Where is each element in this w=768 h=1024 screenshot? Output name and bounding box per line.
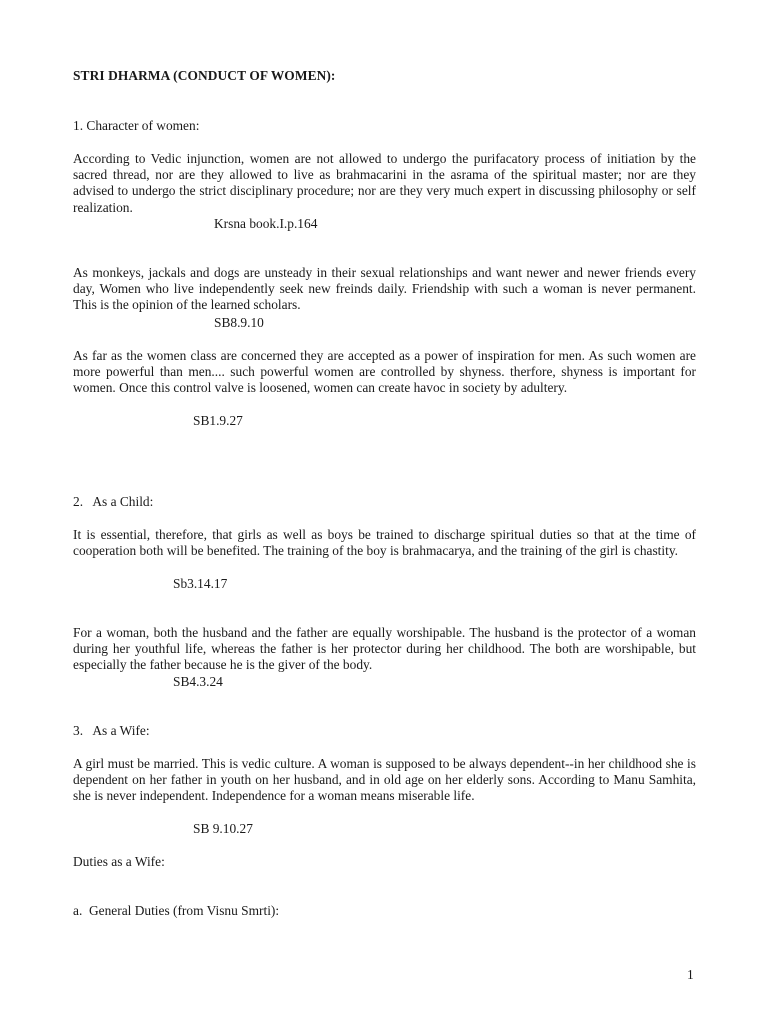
section-heading-as-a-wife: 3. As a Wife: [73, 723, 150, 738]
subheading-duties-as-a-wife: Duties as a Wife: [73, 854, 165, 869]
section-heading-as-a-child: 2. As a Child: [73, 494, 154, 509]
paragraph-training: It is essential, therefore, that girls as well as boys be trained to discharge spiritual duties so that at the time of cooperation both will be benefited. The training of the boy is brahmacarya, and the training of the girl is chastity. [73, 527, 696, 559]
reference-krsna-book: Krsna book.I.p.164 [214, 216, 318, 231]
section-heading-character-of-women: 1. Character of women: [73, 118, 200, 133]
subsection-general-duties: a. General Duties (from Visnu Smrti): [73, 903, 280, 918]
page-title: STRI DHARMA (CONDUCT OF WOMEN): [73, 68, 336, 83]
reference-sb-3-14-17: Sb3.14.17 [173, 576, 228, 591]
paragraph-dependence: A girl must be married. This is vedic culture. A woman is supposed to be always dependent--in her childhood she is dependent on her father in youth on her husband, and in old age on her elderly sons. According to Manu Samhita, she is never independent. Independence for a woman means miserable life. [73, 756, 696, 804]
reference-sb-4-3-24: SB4.3.24 [173, 674, 223, 689]
page-number: 1 [687, 967, 694, 982]
paragraph-worshipable: For a woman, both the husband and the father are equally worshipable. The husband is the protector of a woman during her youthful life, whereas the father is her protector during her childhood. The both are worshipable, but especially the father because he is the giver of the body. [73, 625, 696, 673]
reference-sb-8-9-10: SB8.9.10 [214, 315, 264, 330]
paragraph-vedic-injunction: According to Vedic injunction, women are not allowed to undergo the purifacatory process of initiation by the sacred thread, nor are they allowed to live as brahmacarini in the asrama of the spiritual master; nor are they advised to undergo the strict disciplinary procedure; nor are they very much expert in discussing philosophy or self realization. [73, 151, 696, 215]
paragraph-friendship: As monkeys, jackals and dogs are unsteady in their sexual relationships and want newer and newer friends every day, Women who live independently seek new freinds daily. Friendship with such a woman is never permanent. This is the opinion of the learned scholars. [73, 265, 696, 313]
paragraph-shyness: As far as the women class are concerned they are accepted as a power of inspiration for men. As such women are more powerful than men.... such powerful women are controlled by shyness. therfore, shyness is important for women. Once this control valve is loosened, women can create havoc in society by adultery. [73, 348, 696, 396]
reference-sb-9-10-27: SB 9.10.27 [193, 821, 253, 836]
reference-sb-1-9-27: SB1.9.27 [193, 413, 243, 428]
